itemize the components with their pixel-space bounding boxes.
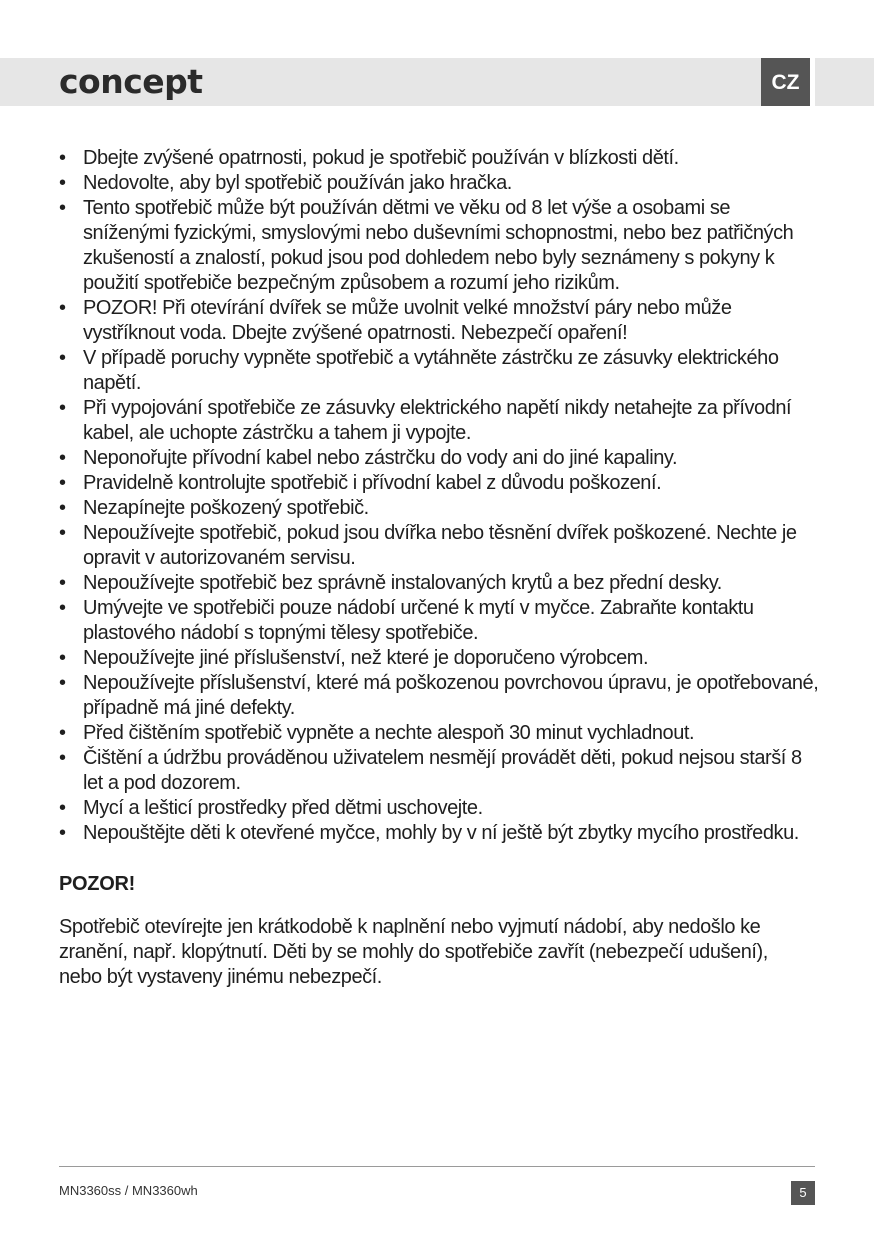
list-item [59,746,819,796]
bullet-icon: • [59,747,66,769]
bullet-icon: • [59,522,66,544]
list-item-text: Při vypojování spotřebiče ze zásuvky elektrického napětí nikdy netahejte za přívodní kabel, ale uchopte zástrčku a tahem ji vypojte. [83,397,792,444]
bullet-icon: • [59,822,66,844]
list-item-text: POZOR! Při otevírání dvířek se může uvolnit velké množství páry nebo může vystříknout voda. Dbejte zvýšené opatrnosti. Nebezpečí opaření! [83,297,732,344]
list-item-text: Nepoužívejte příslušenství, které má poškozenou povrchovou úpravu, je opotřebované, případně má jiné defekty. [83,672,819,719]
list-item [59,821,819,846]
list-item [59,596,819,646]
bullet-icon: • [59,297,66,319]
list-item-text: Nepouštějte děti k otevřené myčce, mohly by v ní ještě být zbytky mycího prostředku. [83,822,799,844]
list-item-text: Tento spotřebič může být používán dětmi ve věku od 8 let výše a osobami se sníženými fyzickými, smyslovými nebo duševními schopnostmi, nebo bez patřičných zkušeností a znalostí, pokud jsou pod dohledem nebo byly seznámeny s pokyny k použití spotřebiče bezpečným způsobem a rozumí jeho rizikům. [83,197,794,294]
bullet-icon: • [59,147,66,169]
list-item [59,396,819,446]
bullet-icon: • [59,672,66,694]
bullet-icon: • [59,647,66,669]
list-item-text: Nezapínejte poškozený spotřebič. [83,497,369,519]
bullet-icon: • [59,497,66,519]
list-item [59,721,819,746]
bullet-icon: • [59,597,66,619]
list-item [59,496,819,521]
list-item-text: Nedovolte, aby byl spotřebič používán jako hračka. [83,172,512,194]
bullet-icon: • [59,172,66,194]
language-badge: CZ [761,58,810,106]
list-item [59,146,819,171]
list-item [59,196,819,296]
list-item-text: Mycí a lešticí prostředky před dětmi uschovejte. [83,797,483,819]
list-item [59,571,819,596]
brand-logo: concept [59,62,203,101]
list-item-text: Nepoužívejte spotřebič bez správně instalovaných krytů a bez přední desky. [83,572,722,594]
footer-model-number: MN3360ss / MN3360wh [59,1183,198,1198]
list-item [59,446,819,471]
list-item [59,346,819,396]
warning-paragraph: Spotřebič otevírejte jen krátkodobě k naplnění nebo vyjmutí nádobí, aby nedošlo ke zranění, např. klopýtnutí. Děti by se mohly do spotřebiče zavřít (nebezpečí udušení), nebo být vystaveny jinému nebezpečí. [59,916,768,988]
page-number-badge: 5 [791,1181,815,1205]
list-item-text: Dbejte zvýšené opatrnosti, pokud je spotřebič používán v blízkosti dětí. [83,147,679,169]
list-item [59,296,819,346]
list-item-text: Před čištěním spotřebič vypněte a nechte alespoň 30 minut vychladnout. [83,722,695,744]
bullet-icon: • [59,722,66,744]
bullet-icon: • [59,197,66,219]
list-item-text: Nepoužívejte spotřebič, pokud jsou dvířka nebo těsnění dvířek poškozené. Nechte je opravit v autorizovaném servisu. [83,522,797,569]
list-item [59,171,819,196]
list-item-text: Nepoužívejte jiné příslušenství, než které je doporučeno výrobcem. [83,647,649,669]
list-item-text: Pravidelně kontrolujte spotřebič i přívodní kabel z důvodu poškození. [83,472,662,494]
list-item [59,671,819,721]
bullet-icon: • [59,797,66,819]
list-item-text: V případě poruchy vypněte spotřebič a vytáhněte zástrčku ze zásuvky elektrického napětí. [83,347,779,394]
footer-divider [59,1166,815,1167]
badge-separator [810,58,815,106]
bullet-icon: • [59,472,66,494]
bullet-icon: • [59,447,66,469]
list-item [59,796,819,821]
bullet-icon: • [59,572,66,594]
safety-instructions-list [59,146,819,846]
page-content [59,146,819,990]
bullet-icon: • [59,397,66,419]
list-item-text: Umývejte ve spotřebiči pouze nádobí určené k mytí v myčce. Zabraňte kontaktu plastového nádobí s topnými tělesy spotřebiče. [83,597,754,644]
list-item [59,646,819,671]
list-item-text: Čištění a údržbu prováděnou uživatelem nesmějí provádět děti, pokud nejsou starší 8 let a pod dozorem. [83,747,802,794]
list-item [59,521,819,571]
list-item [59,471,819,496]
warning-heading: POZOR! [59,873,135,895]
list-item-text: Neponořujte přívodní kabel nebo zástrčku do vody ani do jiné kapaliny. [83,447,678,469]
bullet-icon: • [59,347,66,369]
